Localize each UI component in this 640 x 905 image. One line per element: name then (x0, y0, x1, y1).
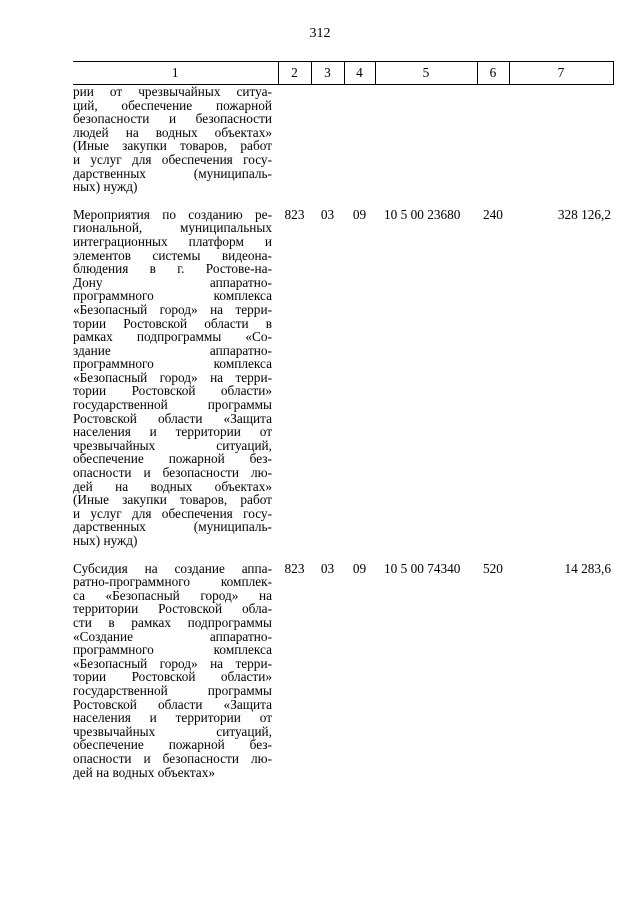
subsection-code: 09 (352, 206, 367, 222)
description-line: обеспечение пожарной без- (73, 737, 272, 753)
ministry-code (278, 85, 311, 208)
column-header-7: 7 (509, 62, 613, 85)
description-line: тории Ростовской области в (73, 315, 272, 331)
description-line: безопасности и безопасности (73, 111, 272, 127)
description-line: са «Безопасный город» на (73, 587, 272, 603)
description-line: блюдения в г. Ростове-на- (73, 261, 272, 277)
table-row (73, 85, 613, 208)
section-code: 03 (320, 206, 335, 222)
column-header-6: 6 (477, 62, 509, 85)
expense-type-code (477, 85, 509, 208)
description-line: дей на водных объектах» (73, 764, 216, 780)
description-line: Дону аппаратно- (73, 274, 272, 290)
target-article-code: 10 5 00 74340 (384, 560, 461, 576)
description-line: обеспечение пожарной без- (73, 451, 272, 467)
description-line: ных) нужд) (73, 533, 138, 548)
description-line: рамках подпрограммы «Со- (73, 329, 272, 345)
description-line: Мероприятия по созданию ре- (73, 206, 272, 222)
amount-value: 328 126,2 (557, 206, 611, 222)
description-line: программного комплекса (73, 642, 272, 658)
table-row (73, 208, 613, 562)
description-line: (Иные закупки товаров, работ (73, 138, 272, 154)
subsection-code: 09 (352, 560, 367, 576)
description-line: опасности и безопасности лю- (73, 750, 272, 766)
target-article-code (375, 85, 477, 208)
column-header-4: 4 (344, 62, 375, 85)
description-line: людей на водных объектах» (73, 124, 272, 140)
column-header-3: 3 (311, 62, 344, 85)
expense-type-code: 520 (483, 560, 503, 576)
description-line: и услуг для обеспечения госу- (73, 505, 272, 521)
page-number: 312 (309, 26, 331, 41)
description-line: и услуг для обеспечения госу- (73, 151, 272, 167)
description-line: «Безопасный город» на терри- (73, 301, 272, 317)
description-line: ций, обеспечение пожарной (73, 97, 272, 113)
section-code (311, 85, 344, 208)
description-line: ратно-программного комплек- (73, 574, 272, 590)
amount-value (509, 85, 613, 208)
description-line: тории Ростовской области» (73, 383, 272, 399)
column-header-2: 2 (278, 62, 311, 85)
description-line: населения и территории от (73, 424, 272, 440)
description-line: «Безопасный город» на терри- (73, 369, 272, 385)
description-line: сти в рамках подпрограммы (73, 614, 272, 630)
description-line: здание аппаратно- (73, 342, 272, 358)
description-line: чрезвычайных ситуаций, (73, 437, 272, 453)
table-row (73, 562, 613, 794)
column-header-1: 1 (73, 62, 278, 85)
description-line: Субсидия на создание аппа- (73, 560, 272, 576)
amount-value: 14 283,6 (564, 560, 611, 576)
description-line: территории Ростовской обла- (73, 601, 272, 617)
description-line: Ростовской области «Защита (73, 696, 272, 712)
description-line: населения и территории от (73, 710, 272, 726)
description-line: (Иные закупки товаров, работ (73, 492, 272, 508)
description-line: «Безопасный город» на терри- (73, 655, 272, 671)
column-header-5: 5 (375, 62, 477, 85)
description-line: тории Ростовской области» (73, 669, 272, 685)
description-line: элементов системы видеона- (73, 247, 272, 263)
description-line: дарственных (муниципаль- (73, 519, 272, 535)
description-line: дей на водных объектах» (73, 478, 272, 494)
row-description (73, 208, 278, 562)
description-line: «Создание аппаратно- (73, 628, 272, 644)
row-description (73, 562, 278, 794)
description-line: ных) нужд) (73, 179, 138, 195)
section-code: 03 (320, 560, 335, 576)
row-description (73, 85, 278, 208)
target-article-code: 10 5 00 23680 (384, 206, 461, 222)
table-body (73, 85, 613, 794)
description-line: дарственных (муниципаль- (73, 165, 272, 181)
description-line: опасности и безопасности лю- (73, 465, 272, 481)
description-line: программного комплекса (73, 356, 272, 372)
description-line: гиональной, муниципальных (73, 220, 272, 236)
ministry-code: 823 (284, 206, 305, 222)
description-line: программного комплекса (73, 288, 272, 304)
budget-table (73, 61, 614, 793)
expense-type-code: 240 (483, 206, 503, 222)
column-number-row (73, 62, 613, 85)
description-line: государственной программы (73, 397, 272, 413)
subsection-code (344, 85, 375, 208)
description-line: чрезвычайных ситуаций, (73, 723, 272, 739)
description-line: интеграционных платформ и (73, 233, 272, 249)
description-line: Ростовской области «Защита (73, 410, 272, 426)
description-line: рии от чрезвычайных ситуа- (73, 84, 272, 99)
ministry-code: 823 (284, 560, 305, 576)
description-line: государственной программы (73, 682, 272, 698)
